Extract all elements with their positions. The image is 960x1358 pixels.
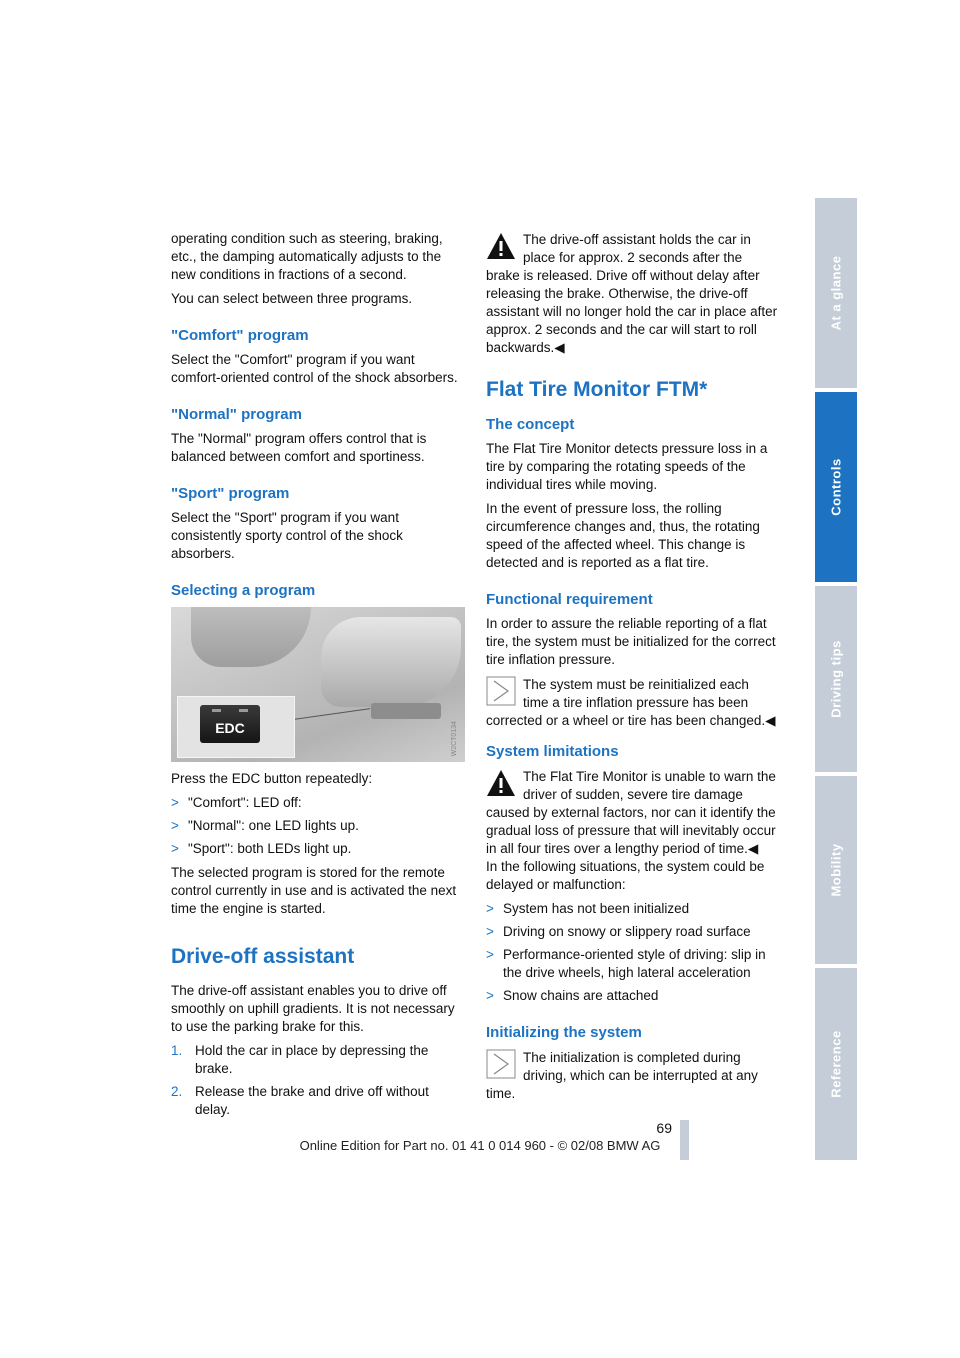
page-number: 69 bbox=[656, 1120, 672, 1136]
note-arrow-icon bbox=[486, 676, 516, 706]
info-note: The system must be reinitialized each time a tire inflation pressure has been corrected or a wheel or tire has been changed.◀ bbox=[486, 677, 776, 728]
stored-program-text: The selected program is stored for the remote control currently in use and is activated the next time the engine is started. bbox=[171, 865, 457, 916]
footer-edition: Online Edition for Part no. 01 41 0 014 960 - © 02/08 BMW AG bbox=[299, 1138, 661, 1153]
info-note: The initialization is completed during driving, which can be interrupted at any time. bbox=[486, 1050, 758, 1101]
list-item: > Snow chains are attached bbox=[486, 988, 659, 1003]
edc-button-photo bbox=[171, 607, 465, 762]
drive-off-heading: Drive-off assistant bbox=[171, 945, 355, 968]
sport-text: Select the "Sport" program if you want consistently sporty control of the shock absorbers. bbox=[171, 510, 403, 561]
tab-reference[interactable]: Reference bbox=[815, 968, 857, 1160]
callout-line bbox=[293, 708, 370, 720]
selecting-heading: Selecting a program bbox=[171, 582, 316, 599]
edc-button bbox=[200, 705, 260, 743]
list-item: > Driving on snowy or slippery road surface bbox=[486, 924, 751, 939]
tab-at-a-glance[interactable]: At a glance bbox=[815, 198, 857, 388]
limitations-list bbox=[486, 900, 778, 1005]
functional-text: In order to assure the reliable reporting of a flat tire, the system must be initialized for the correct tire inflation pressure. bbox=[486, 616, 776, 667]
intro-paragraph: You can select between three programs. bbox=[171, 291, 413, 306]
drive-off-steps bbox=[171, 1042, 463, 1119]
drive-off-text: The drive-off assistant enables you to drive off smoothly on uphill gradients. It is not necessary to use the parking brake for this. bbox=[171, 983, 455, 1034]
list-item: > System has not been initialized bbox=[486, 901, 690, 916]
edc-button-label: EDC bbox=[215, 720, 245, 736]
led-indicator bbox=[212, 709, 221, 712]
center-console-switch-strip bbox=[371, 703, 441, 719]
normal-text: The "Normal" program offers control that is balanced between comfort and sportiness. bbox=[171, 431, 427, 464]
warning-note: The drive-off assistant holds the car in place for approx. 2 seconds after the brake is released. Drive off without delay after releasing the brake. Otherwise, the drive-off assistant will no longer hold the car in place after approx. 2 seconds and the car will start to roll backwards.◀ bbox=[486, 232, 778, 355]
note-arrow-icon bbox=[486, 1049, 516, 1079]
list-item: > "Comfort": LED off: bbox=[171, 795, 302, 810]
tab-driving-tips[interactable]: Driving tips bbox=[815, 586, 857, 772]
concept-text: In the event of pressure loss, the rolling circumference changes and, thus, the rotating speed of the affected wheel. This change is detected and is reported as a flat tire. bbox=[486, 501, 760, 570]
image-code: W2CT0134 bbox=[451, 720, 458, 756]
limitations-text: In the following situations, the system could be delayed or malfunction: bbox=[486, 859, 765, 892]
warning-icon bbox=[486, 231, 516, 261]
warning-icon bbox=[486, 768, 516, 798]
init-heading: Initializing the system bbox=[486, 1024, 642, 1041]
bullet-icon: > bbox=[171, 795, 179, 810]
chapter-tabs bbox=[815, 198, 857, 1160]
list-item: 1. Hold the car in place by depressing the brake. bbox=[171, 1043, 429, 1076]
functional-heading: Functional requirement bbox=[486, 591, 653, 608]
right-column bbox=[486, 230, 778, 1103]
list-item: > Performance-oriented style of driving: slip in the drive wheels, high lateral acceleration bbox=[486, 947, 766, 980]
tab-controls[interactable]: Controls bbox=[815, 392, 857, 582]
concept-heading: The concept bbox=[486, 416, 575, 433]
intro-paragraph: operating condition such as steering, braking, etc., the damping automatically adjusts to the new conditions in fractions of a second. bbox=[171, 231, 443, 282]
list-item: > "Sport": both LEDs light up. bbox=[171, 841, 352, 856]
left-column bbox=[171, 230, 463, 1124]
bullet-icon: > bbox=[171, 818, 179, 833]
bullet-icon: > bbox=[171, 841, 179, 856]
edc-button-closeup bbox=[177, 696, 295, 758]
limitations-heading: System limitations bbox=[486, 743, 619, 760]
concept-text: The Flat Tire Monitor detects pressure loss in a tire by comparing the rotating speeds of the individual tires while moving. bbox=[486, 441, 768, 492]
sport-heading: "Sport" program bbox=[171, 485, 290, 502]
comfort-heading: "Comfort" program bbox=[171, 327, 309, 344]
warning-note: The Flat Tire Monitor is unable to warn the driver of sudden, severe tire damage caused by external factors, nor can it identify the gradual loss of pressure that will inevitably occur in all four tires over a lengthy period of time.◀ bbox=[486, 769, 776, 856]
program-led-list bbox=[171, 794, 463, 858]
bullet-icon: > bbox=[486, 924, 494, 939]
tab-mobility[interactable]: Mobility bbox=[815, 776, 857, 964]
bullet-icon: > bbox=[486, 901, 494, 916]
normal-heading: "Normal" program bbox=[171, 406, 302, 423]
led-indicator bbox=[239, 709, 248, 712]
list-item: > "Normal": one LED lights up. bbox=[171, 818, 359, 833]
press-instruction: Press the EDC button repeatedly: bbox=[171, 771, 373, 786]
bullet-icon: > bbox=[486, 988, 494, 1003]
bullet-icon: > bbox=[486, 947, 494, 962]
comfort-text: Select the "Comfort" program if you want comfort-oriented control of the shock absorbers. bbox=[171, 352, 458, 385]
ftm-heading: Flat Tire Monitor FTM* bbox=[486, 378, 708, 401]
list-item: 2. Release the brake and drive off without delay. bbox=[171, 1084, 429, 1117]
